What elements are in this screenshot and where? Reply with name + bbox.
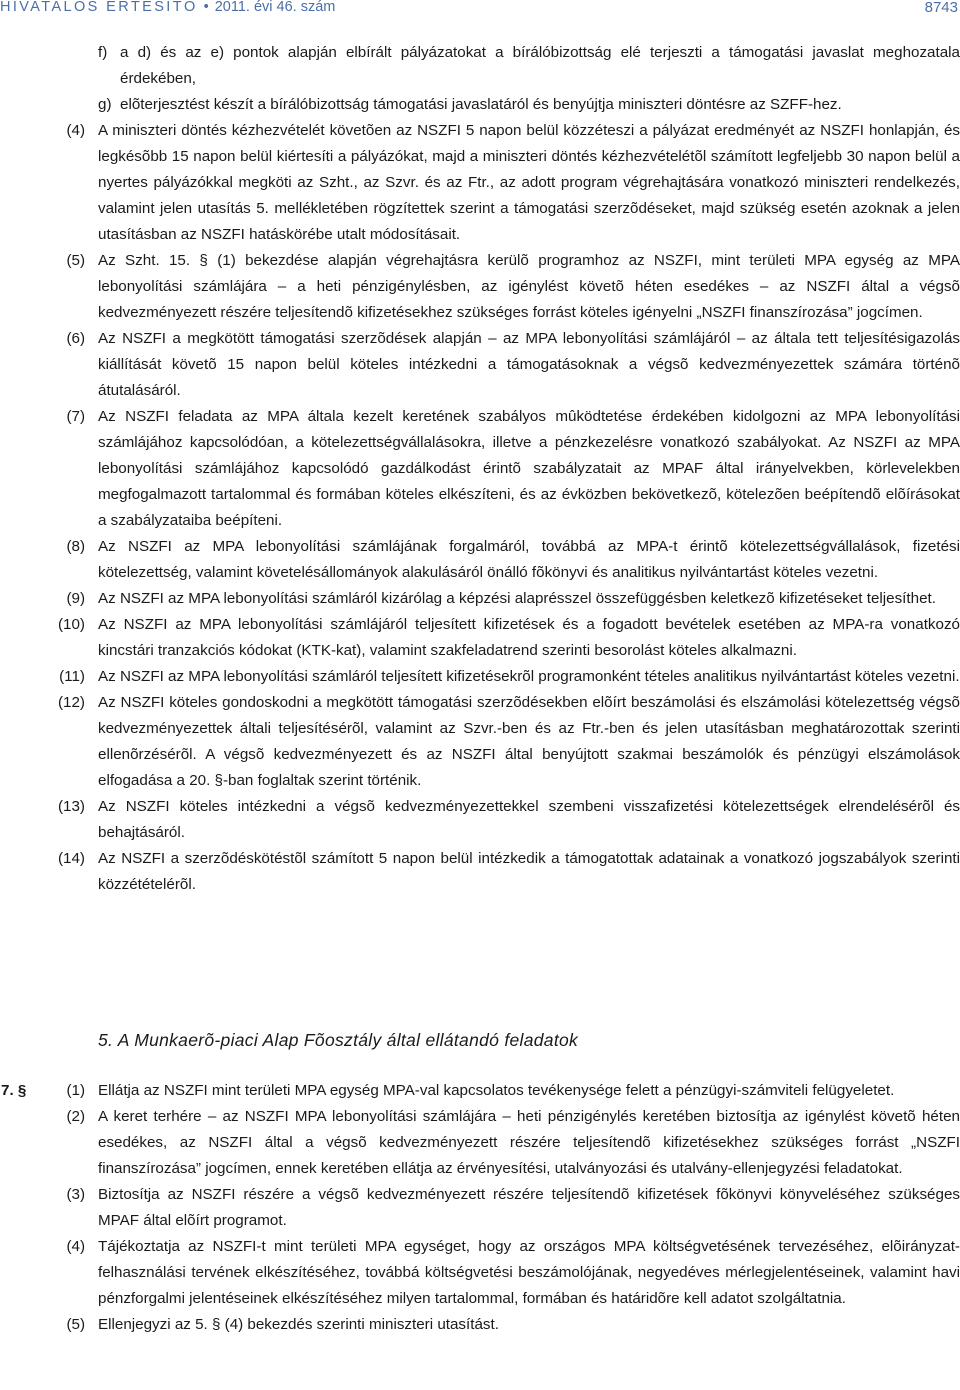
sub-item-label: f): [98, 44, 108, 61]
section-number: 7. §: [1, 1082, 27, 1099]
paragraph-number: (7): [66, 408, 85, 425]
paragraph-text: A miniszteri döntés kézhezvételét követõen az NSZFI 5 napon belül közzéteszi a pályázat eredményét az NSZFI honlapján, és legkésõbb 15 napon belül kiértesíti a pályázókat, majd a miniszteri döntés kézhezvételétõl számított legfeljebb 30 napon belül a nyertes pályázókkal megköti az Szht., az Szvr. és az Ftr., az adott program végrehajtására vonatkozó miniszteri rendelkezés, valamint jelen utasítás 5. mellékletében rögzítettek szerint a támogatási szerzõdéseket, majd szükség esetén azoknak a jelen utasításban az NSZFI hatáskörébe utalt módosításait.: [98, 122, 960, 243]
paragraph-number: (6): [66, 330, 85, 347]
paragraph-9: [0, 586, 960, 612]
paragraph-text: Tájékoztatja az NSZFI-t mint területi MPA egységet, hogy az országos MPA költségvetésének tervezéséhez, elõirányzat-felhasználási tervének elkészítéséhez, továbbá költségvetési beszámolójának, negyedéves mérlegjelentéseinek, valamint havi pénzforgalmi jelentéseinek elkészítéséhez milyen tartalommal, formában és határidõre kell adatot szolgáltatnia.: [98, 1238, 960, 1307]
s7-paragraph-1: [0, 1078, 960, 1104]
s7-paragraph-4: [0, 1234, 960, 1312]
paragraph-number: (5): [66, 252, 85, 269]
paragraph-number: (13): [57, 798, 85, 815]
paragraph-11: [0, 664, 960, 690]
section-7: [0, 1078, 960, 1338]
paragraph-number: (10): [57, 616, 85, 633]
paragraph-text: Az Szht. 15. § (1) bekezdése alapján végrehajtásra kerülõ programhoz az NSZFI, mint területi MPA egység az MPA lebonyolítási számlájára – a heti pénzigénylésben, az igénylést követõ héten esedékes – az NSZFI által a végsõ kedvezményezett részére teljesítendõ kifizetésekhez szükséges forrást köteles igényelni „NSZFI finanszírozása” jogcímen.: [98, 252, 960, 321]
page-number: 8743: [924, 0, 958, 16]
s7-paragraph-2: [0, 1104, 960, 1182]
sub-item-f: [0, 40, 960, 92]
paragraph-text: A keret terhére – az NSZFI MPA lebonyolítási számlájára – heti pénzigénylés keretében biztosítja az igénylést követõ héten esedékes, az NSZFI által a végsõ kedvezményezett részére teljesítendõ kifizetésekhez szükséges forrást „NSZFI finanszírozása” jogcímen, ennek keretében ellátja az érvényesítési, utalványozási és utalvány-ellenjegyzési feladatokat.: [98, 1108, 960, 1177]
paragraph-text: Biztosítja az NSZFI részére a végsõ kedvezményezett részére teljesítendõ kifizetések fõkönyvi könyveléséhez szükséges MPAF által elõírt programot.: [98, 1186, 960, 1229]
header-bullet: •: [203, 0, 209, 15]
section-heading: 5. A Munkaerõ-piaci Alap Fõosztály által ellátandó feladatok: [98, 1030, 579, 1050]
paragraph-4: [0, 118, 960, 248]
sub-item-text: elõterjesztést készít a bírálóbizottság támogatási javaslatáról és benyújtja miniszteri döntésre az SZFF-hez.: [120, 96, 842, 113]
paragraph-text: Ellátja az NSZFI mint területi MPA egység MPA-val kapcsolatos tevékenysége felett a pénzügyi-számviteli felügyeletet.: [98, 1082, 895, 1099]
paragraph-5: [0, 248, 960, 326]
paragraph-number: (8): [66, 538, 85, 555]
paragraph-6: [0, 326, 960, 404]
paragraph-14: [0, 846, 960, 898]
paragraph-text: Az NSZFI az MPA lebonyolítási számlájáról teljesített kifizetések és a fogadott bevételek esetében az MPA-ra vonatkozó kincstári tranzakciós kódokat (KTK-kat), valamint szakfeladatrend szerinti besorolást köteles alkalmazni.: [98, 616, 960, 659]
sub-item-g: [0, 92, 960, 118]
paragraph-13: [0, 794, 960, 846]
paragraph-number: (4): [66, 1238, 85, 1255]
sub-item-text: a d) és az e) pontok alapján elbírált pályázatokat a bírálóbizottság elé terjeszti a támogatási javaslat meghozatala érdekében,: [120, 44, 960, 87]
paragraph-text: Az NSZFI a szerzõdéskötéstõl számított 5 napon belül intézkedik a támogatottak adatainak a vonatkozó jogszabályok szerinti közzétételérõl.: [98, 850, 960, 893]
paragraph-text: Az NSZFI az MPA lebonyolítási számláról teljesített kifizetésekrõl programonként tételes analitikus nyilvántartást köteles vezetni.: [98, 668, 960, 685]
paragraph-number: (12): [57, 694, 85, 711]
paragraph-10: [0, 612, 960, 664]
running-header: [0, 0, 960, 18]
paragraph-text: Az NSZFI köteles gondoskodni a megkötött támogatási szerzõdésekben elõírt beszámolási és elszámolási kötelezettség végsõ kedvezményezettek általi teljesítésérõl, valamint az Szvr.-ben és az Ftr.-ben és jelen utasításban meghatározottak szerinti ellenõrzésérõl. A végsõ kedvezményezett és az NSZFI által benyújtott szakmai beszámolók és pénzügyi elszámolások elfogadása a 20. §-ban foglaltak szerint történik.: [98, 694, 960, 789]
paragraph-text: Az NSZFI az MPA lebonyolítási számlájának forgalmáról, továbbá az MPA-t érintõ kötelezettségvállalások, fizetési kötelezettség, valamint követelésállományok alakulásáról önálló fõkönyvi és analitikus nyilvántartást köteles vezetni.: [98, 538, 960, 581]
s7-paragraph-3: [0, 1182, 960, 1234]
paragraph-number: (9): [66, 590, 85, 607]
issue-number: 2011. évi 46. szám: [214, 0, 336, 15]
journal-title: [0, 0, 335, 15]
paragraph-number: (1): [66, 1082, 85, 1099]
journal-name: HIVATALOS ÉRTESÍTÕ: [0, 0, 198, 15]
paragraph-number: (3): [66, 1186, 85, 1203]
paragraph-text: Az NSZFI az MPA lebonyolítási számláról kizárólag a képzési alaprésszel összefüggésben keletkezõ kifizetéseket teljesíthet.: [98, 590, 936, 607]
s7-paragraph-5: [0, 1312, 960, 1338]
paragraph-8: [0, 534, 960, 586]
paragraph-number: (14): [57, 850, 85, 867]
paragraph-number: (2): [66, 1108, 85, 1125]
paragraph-text: Az NSZFI a megkötött támogatási szerzõdések alapján – az MPA lebonyolítási számlájáról – az általa tett teljesítésigazolás kiállítását követõ 15 napon belül köteles intézkedni a támogatásoknak a végsõ kedvezményezettek számára történõ átutalásáról.: [98, 330, 960, 399]
paragraph-number: (11): [59, 668, 85, 685]
paragraph-text: Az NSZFI feladata az MPA általa kezelt keretének szabályos mûködtetése érdekében kidolgozni az MPA lebonyolítási számlájához kapcsolódóan, a kötelezettségvállalásokra, illetve a pénzkezelésre vonatkozó szabályokat. Az NSZFI az MPA lebonyolítási számlájához kapcsolódó gazdálkodást érintõ szabályzatait az MPAF által irányelvekben, körlevelekben megfogalmazott tartalommal és formában köteles elkészíteni, és az évközben bekövetkezõ, kötelezõen beépítendõ elõírásokat a szabályzataiba beépíteni.: [98, 408, 960, 529]
paragraph-number: (5): [66, 1316, 85, 1333]
sub-item-label: g): [98, 96, 112, 113]
main-text: [0, 40, 960, 898]
paragraph-7: [0, 404, 960, 534]
paragraph-text: Az NSZFI köteles intézkedni a végsõ kedvezményezettekkel szembeni visszafizetési kötelezettségek elrendelésérõl és behajtásáról.: [98, 798, 960, 841]
paragraph-12: [0, 690, 960, 794]
paragraph-text: Ellenjegyzi az 5. § (4) bekezdés szerinti miniszteri utasítást.: [98, 1316, 499, 1333]
paragraph-number: (4): [66, 122, 85, 139]
